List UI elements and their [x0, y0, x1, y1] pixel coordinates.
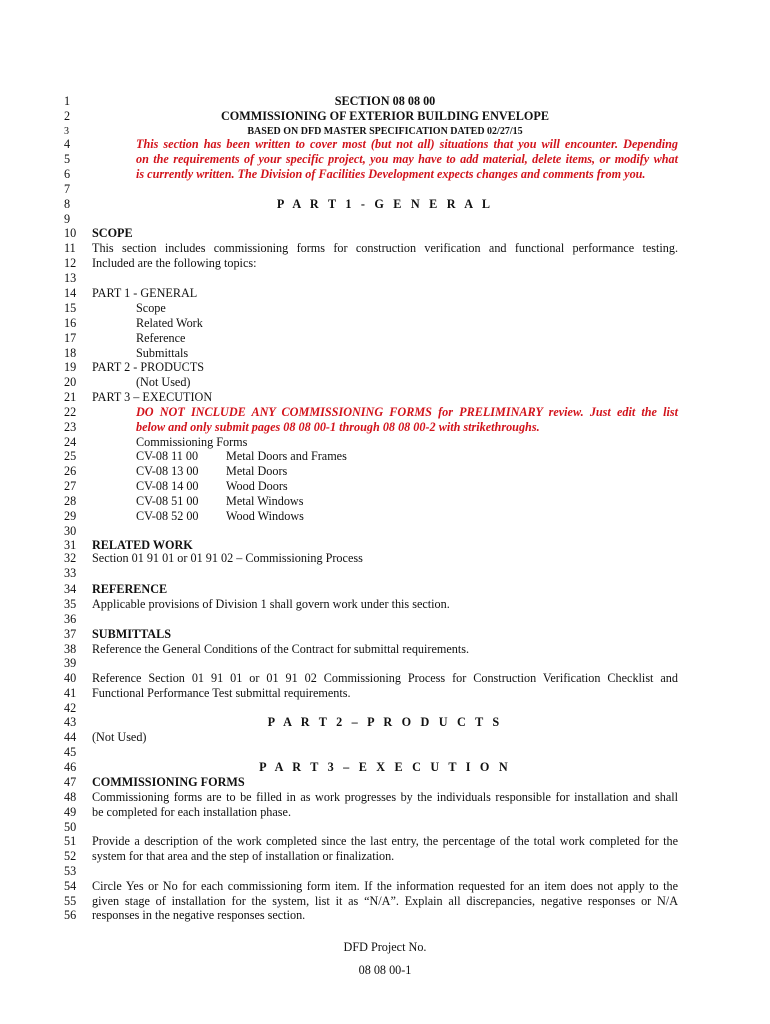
section-number: SECTION 08 08 00: [334, 94, 436, 108]
line-number: 52: [64, 849, 77, 863]
part-2-heading: P A R T 2 – P R O D U C T S: [267, 715, 503, 729]
outline-item: Submittals: [136, 346, 189, 360]
line-number: 48: [64, 790, 77, 804]
line-number: 18: [64, 346, 77, 360]
line-number: 31: [64, 538, 77, 552]
line-number: 7: [64, 182, 71, 196]
reference-heading: REFERENCE: [92, 582, 168, 596]
line-number: 28: [64, 494, 77, 508]
line-number: 40: [64, 671, 77, 685]
line-number: 13: [64, 271, 77, 285]
line-number: 51: [64, 834, 77, 848]
outline-item: Reference: [136, 331, 186, 345]
line-number: 53: [64, 864, 77, 878]
form-code: CV-08 13 00: [136, 464, 199, 478]
line-number: 23: [64, 420, 77, 434]
body-text: Reference Section 01 91 01 or 01 91 02 Commissioning Process for Construction Verification Checklist and: [92, 671, 678, 685]
form-code: CV-08 14 00: [136, 479, 199, 493]
line-number: 2: [64, 109, 71, 123]
line-number: 22: [64, 405, 77, 419]
body-text: Circle Yes or No for each commissioning form item. If the information requested for an item does not apply to the: [92, 879, 678, 893]
body-text: (Not Used): [92, 730, 147, 744]
line-number: 43: [64, 715, 77, 729]
body-text: This section includes commissioning forms for construction verification and functional performance testing.: [92, 241, 678, 255]
line-number: 4: [64, 137, 71, 151]
form-name: Metal Doors and Frames: [226, 449, 347, 463]
line-number: 33: [64, 566, 77, 580]
line-number: 21: [64, 390, 77, 404]
line-number: 20: [64, 375, 77, 389]
commissioning-forms-heading: COMMISSIONING FORMS: [92, 775, 245, 789]
outline-item: PART 3 – EXECUTION: [92, 390, 213, 404]
line-number: 9: [64, 212, 71, 226]
line-number: 5: [64, 152, 71, 166]
line-number: 44: [64, 730, 77, 744]
submittals-heading: SUBMITTALS: [92, 627, 172, 641]
line-number: 36: [64, 612, 77, 626]
body-text: given stage of installation for the system, list it as “N/A”. Explain all discrepancies, negative responses or N/A: [92, 894, 678, 908]
form-name: Wood Windows: [226, 509, 304, 523]
line-number: 26: [64, 464, 77, 478]
line-number: 45: [64, 745, 77, 759]
line-number: 39: [64, 656, 77, 670]
body-text: Commissioning forms are to be filled in as work progresses by the individuals responsible for installation and shall: [92, 790, 678, 804]
editor-note-line: on the requirements of your specific project, you may have to add material, delete items, or modify what: [136, 152, 678, 166]
line-number: 15: [64, 301, 77, 315]
body-text: Provide a description of the work completed since the last entry, the percentage of the total work completed for the: [92, 834, 678, 848]
part-3-heading: P A R T 3 – E X E C U T I O N: [259, 760, 511, 774]
outline-item: Scope: [136, 301, 166, 315]
outline-item: PART 2 - PRODUCTS: [92, 360, 205, 374]
line-number: 12: [64, 256, 77, 270]
line-number: 38: [64, 642, 77, 656]
body-text: Reference the General Conditions of the Contract for submittal requirements.: [92, 642, 470, 656]
line-number: 30: [64, 524, 77, 538]
line-number: 10: [64, 226, 77, 240]
form-code: CV-08 52 00: [136, 509, 199, 523]
editor-note-line: DO NOT INCLUDE ANY COMMISSIONING FORMS for PRELIMINARY review. Just edit the list: [136, 405, 678, 419]
form-name: Wood Doors: [226, 479, 288, 493]
body-text: system for that area and the step of installation or finalization.: [92, 849, 395, 863]
scope-heading: SCOPE: [92, 226, 133, 240]
part-1-heading: P A R T 1 - G E N E R A L: [276, 197, 494, 211]
outline-item: (Not Used): [136, 375, 191, 389]
line-number: 24: [64, 435, 77, 449]
line-number: 14: [64, 286, 77, 300]
line-number: 42: [64, 701, 77, 715]
footer-project-label: DFD Project No.: [343, 940, 427, 954]
line-number: 8: [64, 197, 71, 211]
line-number: 41: [64, 686, 77, 700]
form-code: CV-08 11 00: [136, 449, 199, 463]
line-number: 37: [64, 627, 77, 641]
line-number: 54: [64, 879, 77, 893]
body-text: Applicable provisions of Division 1 shall govern work under this section.: [92, 597, 450, 611]
line-number: 27: [64, 479, 77, 493]
line-number: 50: [64, 820, 77, 834]
section-title: COMMISSIONING OF EXTERIOR BUILDING ENVELOPE: [221, 109, 549, 123]
body-text: Included are the following topics:: [92, 256, 257, 270]
line-number: 56: [64, 908, 77, 922]
line-number: 17: [64, 331, 77, 345]
line-number: 19: [64, 360, 77, 374]
form-name: Metal Doors: [226, 464, 288, 478]
line-number: 47: [64, 775, 77, 789]
outline-item: Commissioning Forms: [136, 435, 248, 449]
line-number: 49: [64, 805, 77, 819]
outline-item: Related Work: [136, 316, 203, 330]
editor-note-line: is currently written. The Division of Facilities Development expects changes and comments from you.: [136, 167, 646, 181]
editor-note-line: This section has been written to cover most (but not all) situations that you will encounter. Depending: [136, 137, 678, 151]
line-number: 34: [64, 582, 77, 596]
body-text: responses in the negative responses section.: [92, 908, 306, 922]
footer-page-number: 08 08 00-1: [358, 963, 412, 977]
body-text: be completed for each installation phase.: [92, 805, 291, 819]
line-number: 55: [64, 894, 77, 908]
body-text: Section 01 91 01 or 01 91 02 – Commissioning Process: [92, 551, 363, 565]
line-number: 16: [64, 316, 77, 330]
related-work-heading: RELATED WORK: [92, 538, 193, 552]
line-number: 3: [64, 126, 69, 137]
line-number: 11: [64, 241, 76, 255]
line-number: 1: [64, 94, 71, 108]
outline-item: PART 1 - GENERAL: [92, 286, 198, 300]
line-number: 29: [64, 509, 77, 523]
line-number: 32: [64, 551, 77, 565]
line-number: 6: [64, 167, 71, 181]
line-number: 46: [64, 760, 77, 774]
line-number: 35: [64, 597, 77, 611]
based-on-note: BASED ON DFD MASTER SPECIFICATION DATED 02/27/15: [247, 126, 523, 137]
form-name: Metal Windows: [226, 494, 304, 508]
line-number: 25: [64, 449, 77, 463]
form-code: CV-08 51 00: [136, 494, 199, 508]
body-text: Functional Performance Test submittal requirements.: [92, 686, 351, 700]
editor-note-line: below and only submit pages 08 08 00-1 through 08 08 00-2 with strikethroughs.: [136, 420, 540, 434]
